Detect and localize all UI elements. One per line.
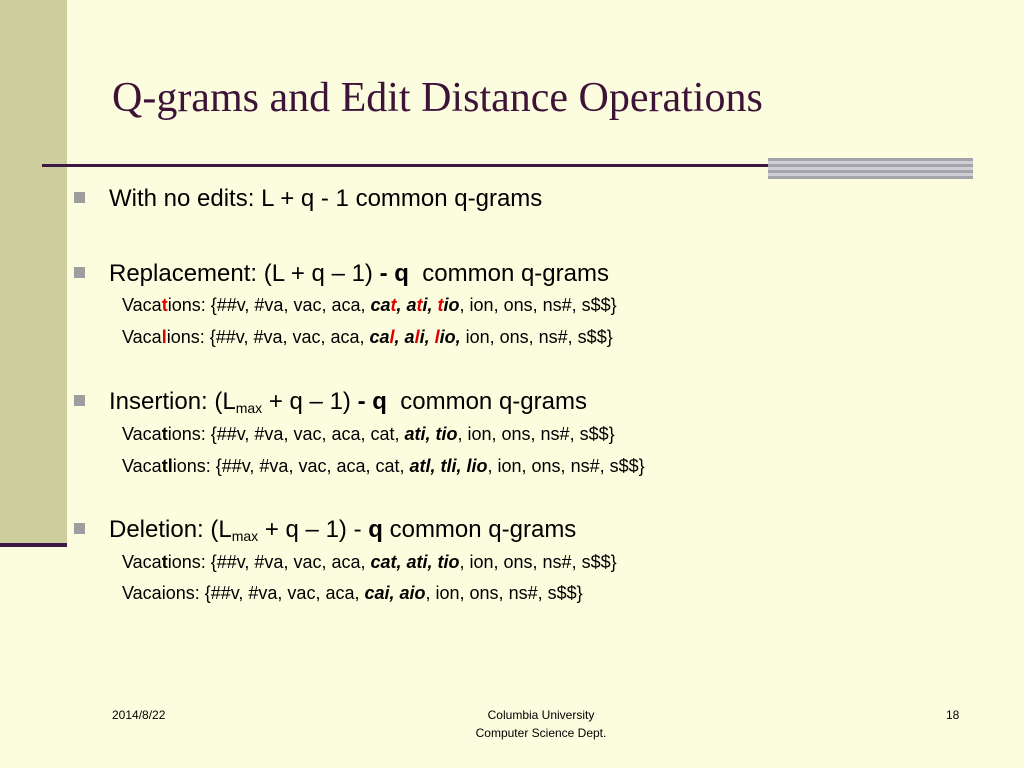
bullet-insertion (74, 387, 587, 417)
bullet-text: Replacement: (L + q – 1) (109, 260, 380, 287)
edited-char: l (434, 327, 440, 347)
footer-date: 2014/8/22 (112, 708, 166, 722)
bullet-text: Deletion: (L (109, 516, 232, 543)
word-part: ions: {##v, #va, vac, aca, (166, 327, 370, 347)
edited-char: t (161, 552, 168, 572)
edited-char: t (416, 295, 423, 315)
subscript: max (231, 528, 259, 544)
footer-org-line1: Columbia University (487, 708, 595, 722)
replacement-example-2 (122, 325, 613, 349)
gram-list-rest: , ion, ons, ns#, s$$} (487, 456, 645, 476)
replacement-example-1 (122, 293, 617, 317)
gram-list-rest: , ion, ons, ns#, s$$} (457, 424, 615, 444)
word-part: ions: {##v, #va, vac, aca, cat, (167, 424, 405, 444)
edited-char: t (437, 295, 444, 315)
gram-part: , a (396, 295, 417, 315)
square-bullet-icon (74, 192, 85, 203)
word-part: Vaca (122, 295, 162, 315)
bullet-bold: q (368, 516, 383, 543)
gram-list-rest: , ion, ons, ns#, s$$} (459, 552, 617, 572)
left-decor-band (0, 0, 67, 546)
bullet-text-mid: + q – 1) - (258, 516, 369, 543)
bullet-text-mid: + q – 1) (262, 388, 358, 415)
affected-grams: cat, ati, tio (370, 552, 460, 572)
edited-char: l (414, 327, 420, 347)
footer-org-line2: Computer Science Dept. (475, 726, 607, 740)
square-bullet-icon (74, 395, 85, 406)
bullet-deletion (74, 515, 576, 545)
word-part: ions: {##v, #va, vac, aca, (167, 295, 371, 315)
gram-list-rest: , ion, ons, ns#, s$$} (459, 295, 617, 315)
gram-part: i, (419, 327, 435, 347)
bullet-text: With no edits: L + q - 1 common q-grams (109, 185, 543, 212)
word-part: Vacaions: {##v, #va, vac, aca, (122, 583, 365, 603)
gram-part: io (443, 295, 460, 315)
word-part: ions: {##v, #va, vac, aca, (167, 552, 371, 572)
slide-number: 18 (946, 708, 960, 722)
bullet-text-end: common q-grams (408, 260, 609, 287)
gram-part: ca (369, 327, 390, 347)
deletion-example-1 (122, 550, 617, 574)
edited-char: t (161, 424, 168, 444)
gram-part: i, (422, 295, 438, 315)
edited-char: tl (161, 456, 173, 476)
deletion-example-2 (122, 581, 583, 605)
edited-char: t (161, 295, 168, 315)
title-divider-accent (768, 158, 973, 179)
insertion-example-2 (122, 454, 645, 478)
affected-grams: ati, tio (404, 424, 458, 444)
footer-organization (441, 706, 641, 742)
bullet-text-end: common q-grams (386, 388, 587, 415)
word-part: Vaca (122, 552, 162, 572)
gram-list-rest: , ion, ons, ns#, s$$} (425, 583, 583, 603)
bullet-bold: - q (357, 388, 387, 415)
bullet-bold: - q (379, 260, 409, 287)
left-decor-line (0, 543, 67, 547)
affected-grams: cai, aio (364, 583, 426, 603)
subscript: max (235, 400, 263, 416)
square-bullet-icon (74, 523, 85, 534)
edited-char: l (161, 327, 167, 347)
bullet-replacement (74, 259, 609, 289)
word-part: ions: {##v, #va, vac, aca, cat, (172, 456, 410, 476)
affected-grams: atl, tli, lio (409, 456, 488, 476)
square-bullet-icon (74, 267, 85, 278)
gram-part: ca (370, 295, 391, 315)
word-part: Vaca (122, 456, 162, 476)
gram-part: , a (394, 327, 415, 347)
insertion-example-1 (122, 422, 615, 446)
word-part: Vaca (122, 424, 162, 444)
gram-list-rest: ion, ons, ns#, s$$} (460, 327, 613, 347)
bullet-text: Insertion: (L (109, 388, 236, 415)
edited-char: t (390, 295, 397, 315)
gram-part: io, (439, 327, 461, 347)
bullet-text-end: common q-grams (382, 516, 577, 543)
slide-title: Q-grams and Edit Distance Operations (112, 75, 763, 121)
edited-char: l (389, 327, 395, 347)
word-part: Vaca (122, 327, 162, 347)
bullet-no-edits (74, 184, 542, 214)
